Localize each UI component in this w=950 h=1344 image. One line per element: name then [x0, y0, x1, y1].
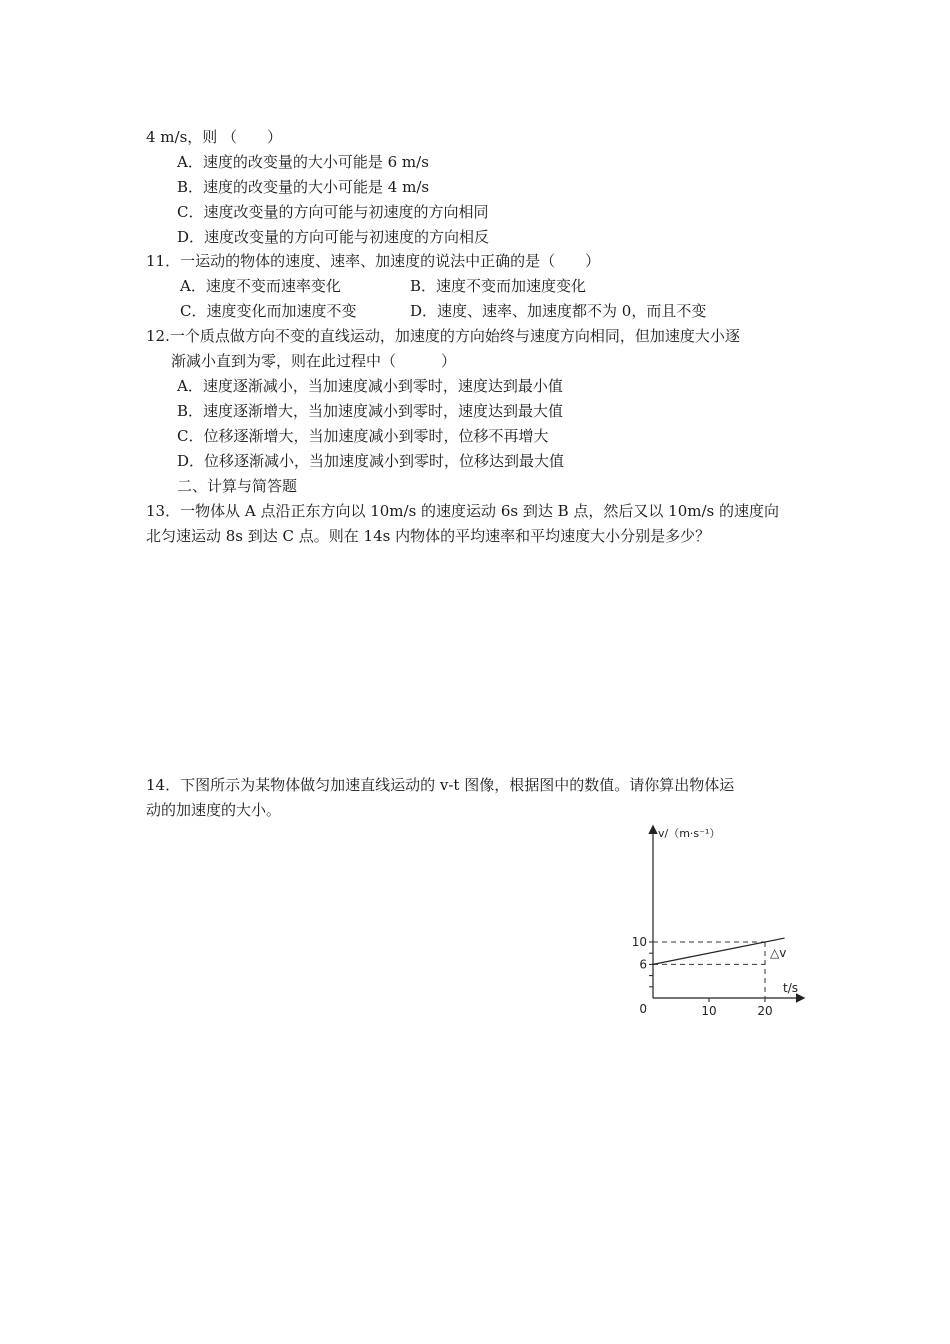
q10-option-a: A．速度的改变量的大小可能是 6 m/s	[177, 153, 429, 171]
q10-option-d: D．速度改变量的方向可能与初速度的方向相反	[177, 228, 490, 246]
q14-line2: 动的加速度的大小。	[146, 801, 282, 819]
q12-option-d: D．位移逐渐减小，当加速度减小到零时，位移达到最大值	[177, 452, 565, 470]
q11-option-c: C．速度变化而加速度不变	[180, 302, 357, 320]
q10-option-c: C．速度改变量的方向可能与初速度的方向相同	[177, 203, 489, 221]
q13-line2: 北匀速运动 8s 到达 C 点。则在 14s 内物体的平均速率和平均速度大小分别是多少？	[146, 527, 711, 545]
origin-label: 0	[639, 1002, 647, 1016]
q12-stem-line1: 12.一个质点做方向不变的直线运动，加速度的方向始终与速度方向相同，但加速度大小逐	[146, 327, 740, 345]
q11-stem: 11．一运动的物体的速度、速率、加速度的说法中正确的是（ ）	[146, 252, 601, 270]
x-tick-label: 20	[757, 1004, 773, 1018]
q12-option-c: C．位移逐渐增大，当加速度减小到零时，位移不再增大	[177, 427, 549, 445]
x-tick-label: 10	[701, 1004, 717, 1018]
q12-stem-line2: 渐减小直到为零，则在此过程中（ ）	[171, 352, 457, 370]
y-tick-label: 6	[639, 957, 647, 972]
y-tick-label: 10	[631, 935, 647, 949]
q13-line1: 13．一物体从 A 点沿正东方向以 10m/s 的速度运动 6s 到达 B 点，然后又以 10m/s 的速度向	[146, 502, 779, 520]
q11-option-d: D．速度、速率、加速度都不为 0，而且不变	[410, 302, 707, 320]
q11-option-a: A．速度不变而速率变化	[180, 277, 341, 295]
q10-option-b: B．速度的改变量的大小可能是 4 m/s	[177, 178, 430, 196]
x-axis-label: t/s	[783, 981, 798, 995]
q12-option-a: A．速度逐渐减小，当加速度减小到零时，速度达到最小值	[177, 377, 563, 395]
section-2-title: 二、计算与简答题	[177, 477, 298, 495]
q14-line1: 14．下图所示为某物体做匀加速直线运动的 v-t 图像，根据图中的数值。请你算出物体运	[146, 776, 735, 794]
vt-graph	[620, 815, 820, 1020]
q11-option-b: B．速度不变而加速度变化	[410, 277, 587, 295]
q12-option-b: B．速度逐渐增大，当加速度减小到零时，速度达到最大值	[177, 402, 564, 420]
q10-stem-tail: 4 m/s，则 （ ）	[146, 128, 283, 146]
y-axis-label: v/（m·s⁻¹）	[658, 827, 721, 840]
delta-v-annotation: △v	[770, 946, 787, 961]
